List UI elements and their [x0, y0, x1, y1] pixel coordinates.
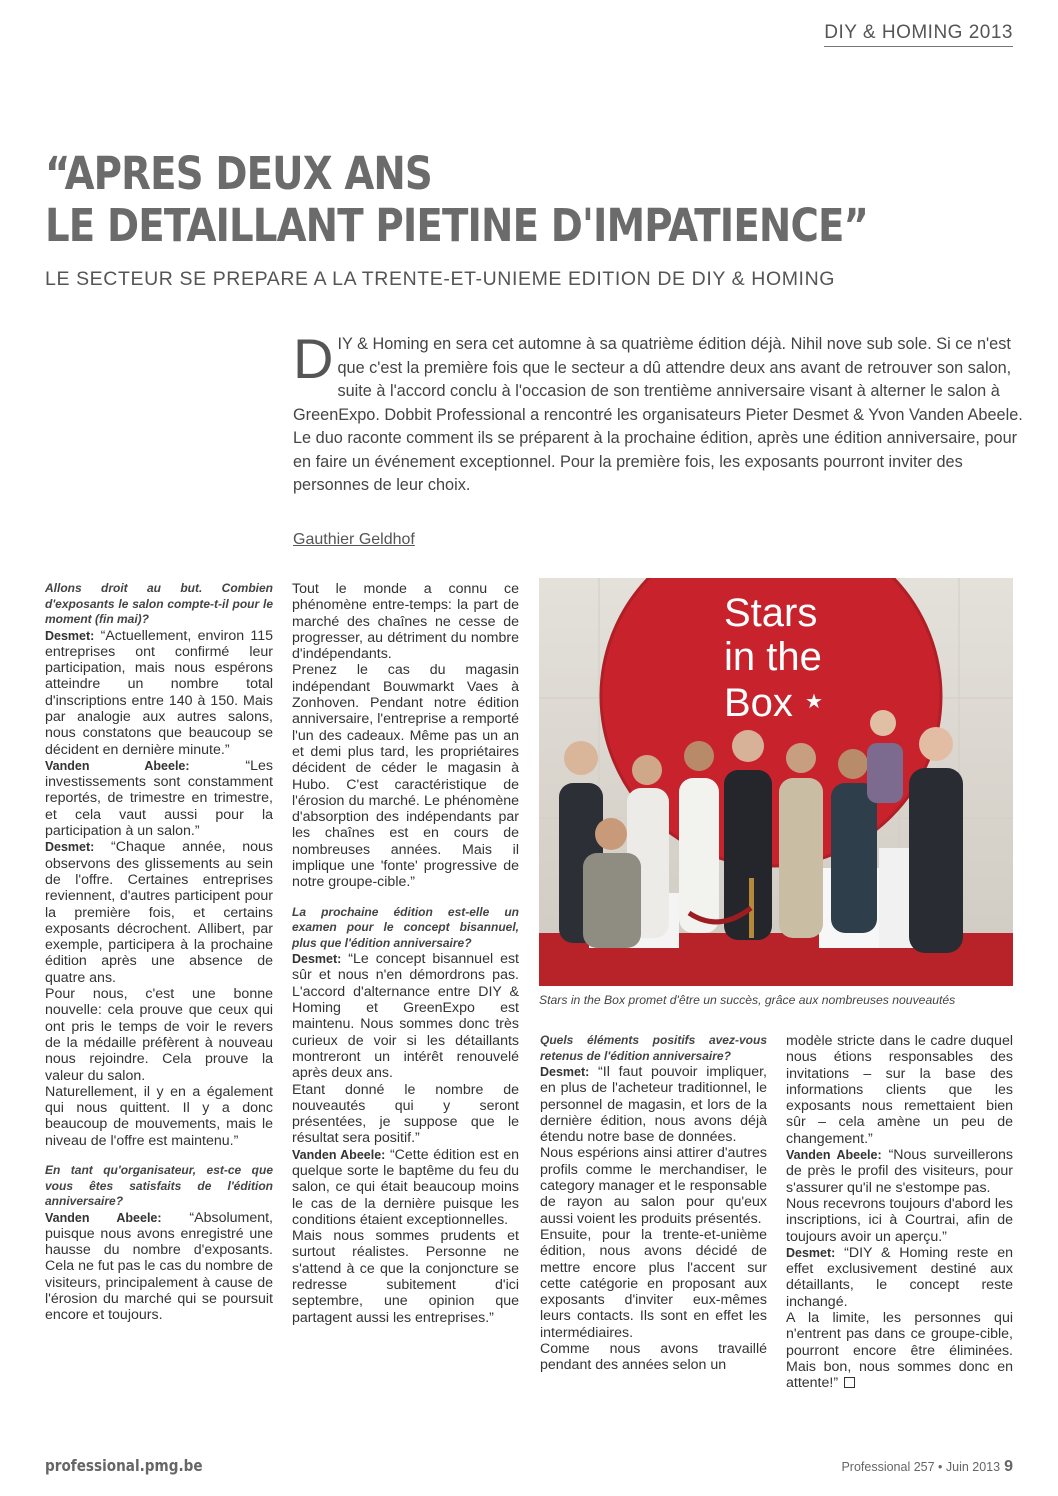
author-byline: Gauthier Geldhof: [293, 531, 415, 548]
answer-text: “Actuellement, environ 115 entreprises ont confirmé leur participation, mais nous espérons atteindre un nombre total d'inscriptions entre 140 à 150. Mais par analogie aux autres salons, nous constatons que beaucoup se décident en dernière minute.”: [45, 627, 273, 758]
speaker: Desmet:: [292, 952, 342, 967]
answer-text: “Cette édition est en quelque sorte le baptême du feu du salon, ce qui était beaucoup moins le cas de la dernière puisque les conditions étaient exceptionnelles.: [292, 1146, 519, 1228]
paragraph: Prenez le cas du magasin indépendant Bouwmarkt Vaes à Zonhoven. Pendant notre édition anniversaire, l'entreprise a remporté l'un des cadeaux. Même pas un an et demi plus tard, les propriétaires décident de céder le magasin à Hubo. C'est caractéristique de l'érosion du marché. Le phénomène d'absorption des indépendants par les chaînes est en cours de nombreuses années. Mais il implique une 'fonte' progressive de notre groupe-cible.”: [292, 662, 519, 891]
speaker: Vanden Abeele:: [292, 1147, 386, 1162]
intro-paragraph: [293, 327, 1028, 498]
paragraph: Nous recevrons toujours d'abord les inscriptions, ici à Courtrai, afin de toujours avoir un aperçu.”: [786, 1195, 1013, 1245]
article-column-4: [786, 1033, 1013, 1392]
paragraph: modèle stricte dans le cadre duquel nous étions responsables des invitations – sur la base des informations clients que les exposants nous remettaient bien sûr – cela amène un peu de changement.”: [786, 1033, 1013, 1147]
sign-text-2: in the: [724, 635, 822, 679]
paragraph: [292, 1147, 519, 1228]
paragraph: Mais nous sommes prudents et surtout réalistes. Personne ne s'attend à ce que la conjoncture se redresse subitement d'ici septembre, une opinion que partagent aussi les entreprises.”: [292, 1228, 519, 1326]
paragraph: Comme nous avons travaillé pendant des années selon un: [540, 1341, 767, 1374]
subheadline: LE SECTEUR SE PREPARE A LA TRENTE-ET-UNIEME EDITION DE DIY & HOMING: [45, 268, 836, 290]
speaker: Vanden Abeele:: [786, 1148, 882, 1163]
paragraph: [45, 839, 273, 986]
paragraph: Ensuite, pour la trente-et-unième édition, nous avons décidé de mettre encore plus l'accent sur cette catégorie en proposant aux exposants d'inviter eux-mêmes leurs contacts. Ils sont en effet les intermédiaires.: [540, 1226, 767, 1341]
footer-issue: [841, 1458, 1013, 1476]
paragraph: [45, 628, 273, 758]
answer-text: “Il faut pouvoir impliquer, en plus de l'acheteur traditionnel, le personnel de magasin, et lors de la dernière édition, nous avons déjà étendu notre base de données.: [540, 1064, 767, 1146]
interview-question: Quels éléments positifs avez-vous retenus de l'édition anniversaire?: [540, 1033, 767, 1063]
speaker: Desmet:: [786, 1245, 836, 1260]
paragraph: Nous espérions ainsi attirer d'autres profils comme le merchandiser, le category manager et le responsable de rayon au salon pour qu'eux aussi voient les produits présentés.: [540, 1145, 767, 1227]
paragraph: [45, 1210, 273, 1324]
page-number: 9: [1004, 1458, 1013, 1475]
speaker: Desmet:: [45, 628, 95, 643]
answer-text: “Absolument, puisque nous avons enregistré une hausse du nombre d'exposants. Cela ne fut pas le cas du nombre de visiteurs, principalement à cause de l'érosion du marché qui se poursuit encore et toujours.: [45, 1209, 273, 1324]
event-photo: [539, 578, 1013, 986]
photo-illustration: [539, 578, 1013, 986]
headline: [45, 148, 888, 252]
speaker: Desmet:: [45, 840, 95, 855]
paragraph: [786, 1245, 1013, 1310]
sign-text-3: Box: [724, 681, 793, 725]
speaker: Desmet:: [540, 1065, 590, 1079]
answer-text: “Le concept bisannuel est sûr et nous n'en démordrons pas. L'accord d'alternance entre DIY & Homing et GreenExpo est maintenu. Nous sommes donc très curieux de voir si les détaillants montreront un intérêt renouvelé après deux ans.: [292, 951, 519, 1082]
footer-issue-text: Professional 257 • Juin 2013: [841, 1460, 1001, 1474]
article-column-2: [292, 581, 519, 1326]
sign-text-1: Stars: [724, 591, 818, 635]
paragraph: [540, 1064, 767, 1145]
photo-caption: Stars in the Box promet d'être un succès, grâce aux nombreuses nouveautés: [539, 993, 956, 1007]
paragraph: Pour nous, c'est une bonne nouvelle: cela prouve que ceux qui ont pris le temps de voir le revers de la médaille préfèrent à nouveau nous rejoindre. Cela prouve la valeur du salon.: [45, 986, 273, 1084]
answer-text: “Chaque année, nous observons des glissements au sein de l'offre. Certaines entreprises reviennent, d'autres participent pour la première fois, et certains exposants décrochent. Allibert, par exemple, participera à la prochaine édition après une absence de quatre ans.: [45, 839, 273, 986]
interview-question: En tant qu'organisateur, est-ce que vous êtes satisfaits de l'édition anniversaire?: [45, 1163, 273, 1208]
headline-line-2: LE DETAILLANT PIETINE D'IMPATIENCE”: [45, 199, 869, 252]
answer-text: “DIY & Homing reste en effet exclusivement destiné aux détaillants, le concept reste inchangé.: [786, 1244, 1013, 1310]
paragraph: Etant donné le nombre de nouveautés qui y seront présentées, je suppose que le résultat sera positif.”: [292, 1081, 519, 1147]
article-column-3: [540, 1033, 767, 1374]
speaker: Vanden Abeele:: [45, 1210, 162, 1225]
footer-website: professional.pmg.be: [45, 1456, 203, 1475]
section-tag: DIY & HOMING 2013: [824, 22, 1013, 47]
paragraph: Naturellement, il y en a également qui nous quittent. Il y a donc beaucoup de mouvements, mais le niveau de l'offre est maintenu.”: [45, 1083, 273, 1149]
answer-text: A la limite, les personnes qui n'entrent pas dans ce groupe-cible, pourront encore être éliminées. Mais bon, nous sommes donc en attente!”: [786, 1310, 1013, 1392]
paragraph: [45, 758, 273, 839]
intro-text: IY & Homing en sera cet automne à sa quatrième édition déjà. Nihil nove sub sole. Si ce n'est que c'est la première fois que le secteur a dû attendre deux ans avant de retrouver son salon, suite à l'accord conclu à l'occasion de son trentième anniversaire visant à alterner le salon à GreenExpo. Dobbit Professional a rencontré les organisateurs Pieter Desmet & Yvon Vanden Abeele. Le duo raconte comment ils se préparent à la prochaine édition, après une édition anniversaire, pour en faire un événement exceptionnel. Pour la première fois, les exposants pourront inviter des personnes de leur choix.: [293, 335, 1023, 494]
paragraph: [292, 951, 519, 1081]
dropcap: D: [293, 327, 334, 390]
article-column-1: [45, 581, 273, 1324]
paragraph: Tout le monde a connu ce phénomène entre-temps: la part de marché des chaînes ne cesse de progresser, au détriment du nombre d'indépendants.: [292, 581, 519, 663]
answer-text: “Les investissements sont constamment reportés, de trimestre en trimestre, et cela vaut aussi pour la participation à un salon.”: [45, 757, 274, 840]
answer-text: “Nous surveillerons de près le profil des visiteurs, pour s'assurer qu'il ne s'estompe pas.: [786, 1147, 1013, 1196]
interview-question: Allons droit au but. Combien d'exposants le salon compte-t-il pour le moment (fin mai)?: [45, 581, 273, 626]
speaker: Vanden Abeele:: [45, 758, 190, 773]
end-of-article-icon: [844, 1377, 855, 1388]
paragraph: [786, 1310, 1013, 1391]
paragraph: [786, 1147, 1013, 1196]
star-icon: ★: [805, 691, 823, 713]
headline-line-1: “APRES DEUX ANS: [45, 147, 432, 200]
interview-question: La prochaine édition est-elle un examen pour le concept bisannuel, plus que l'édition anniversaire?: [292, 904, 519, 950]
